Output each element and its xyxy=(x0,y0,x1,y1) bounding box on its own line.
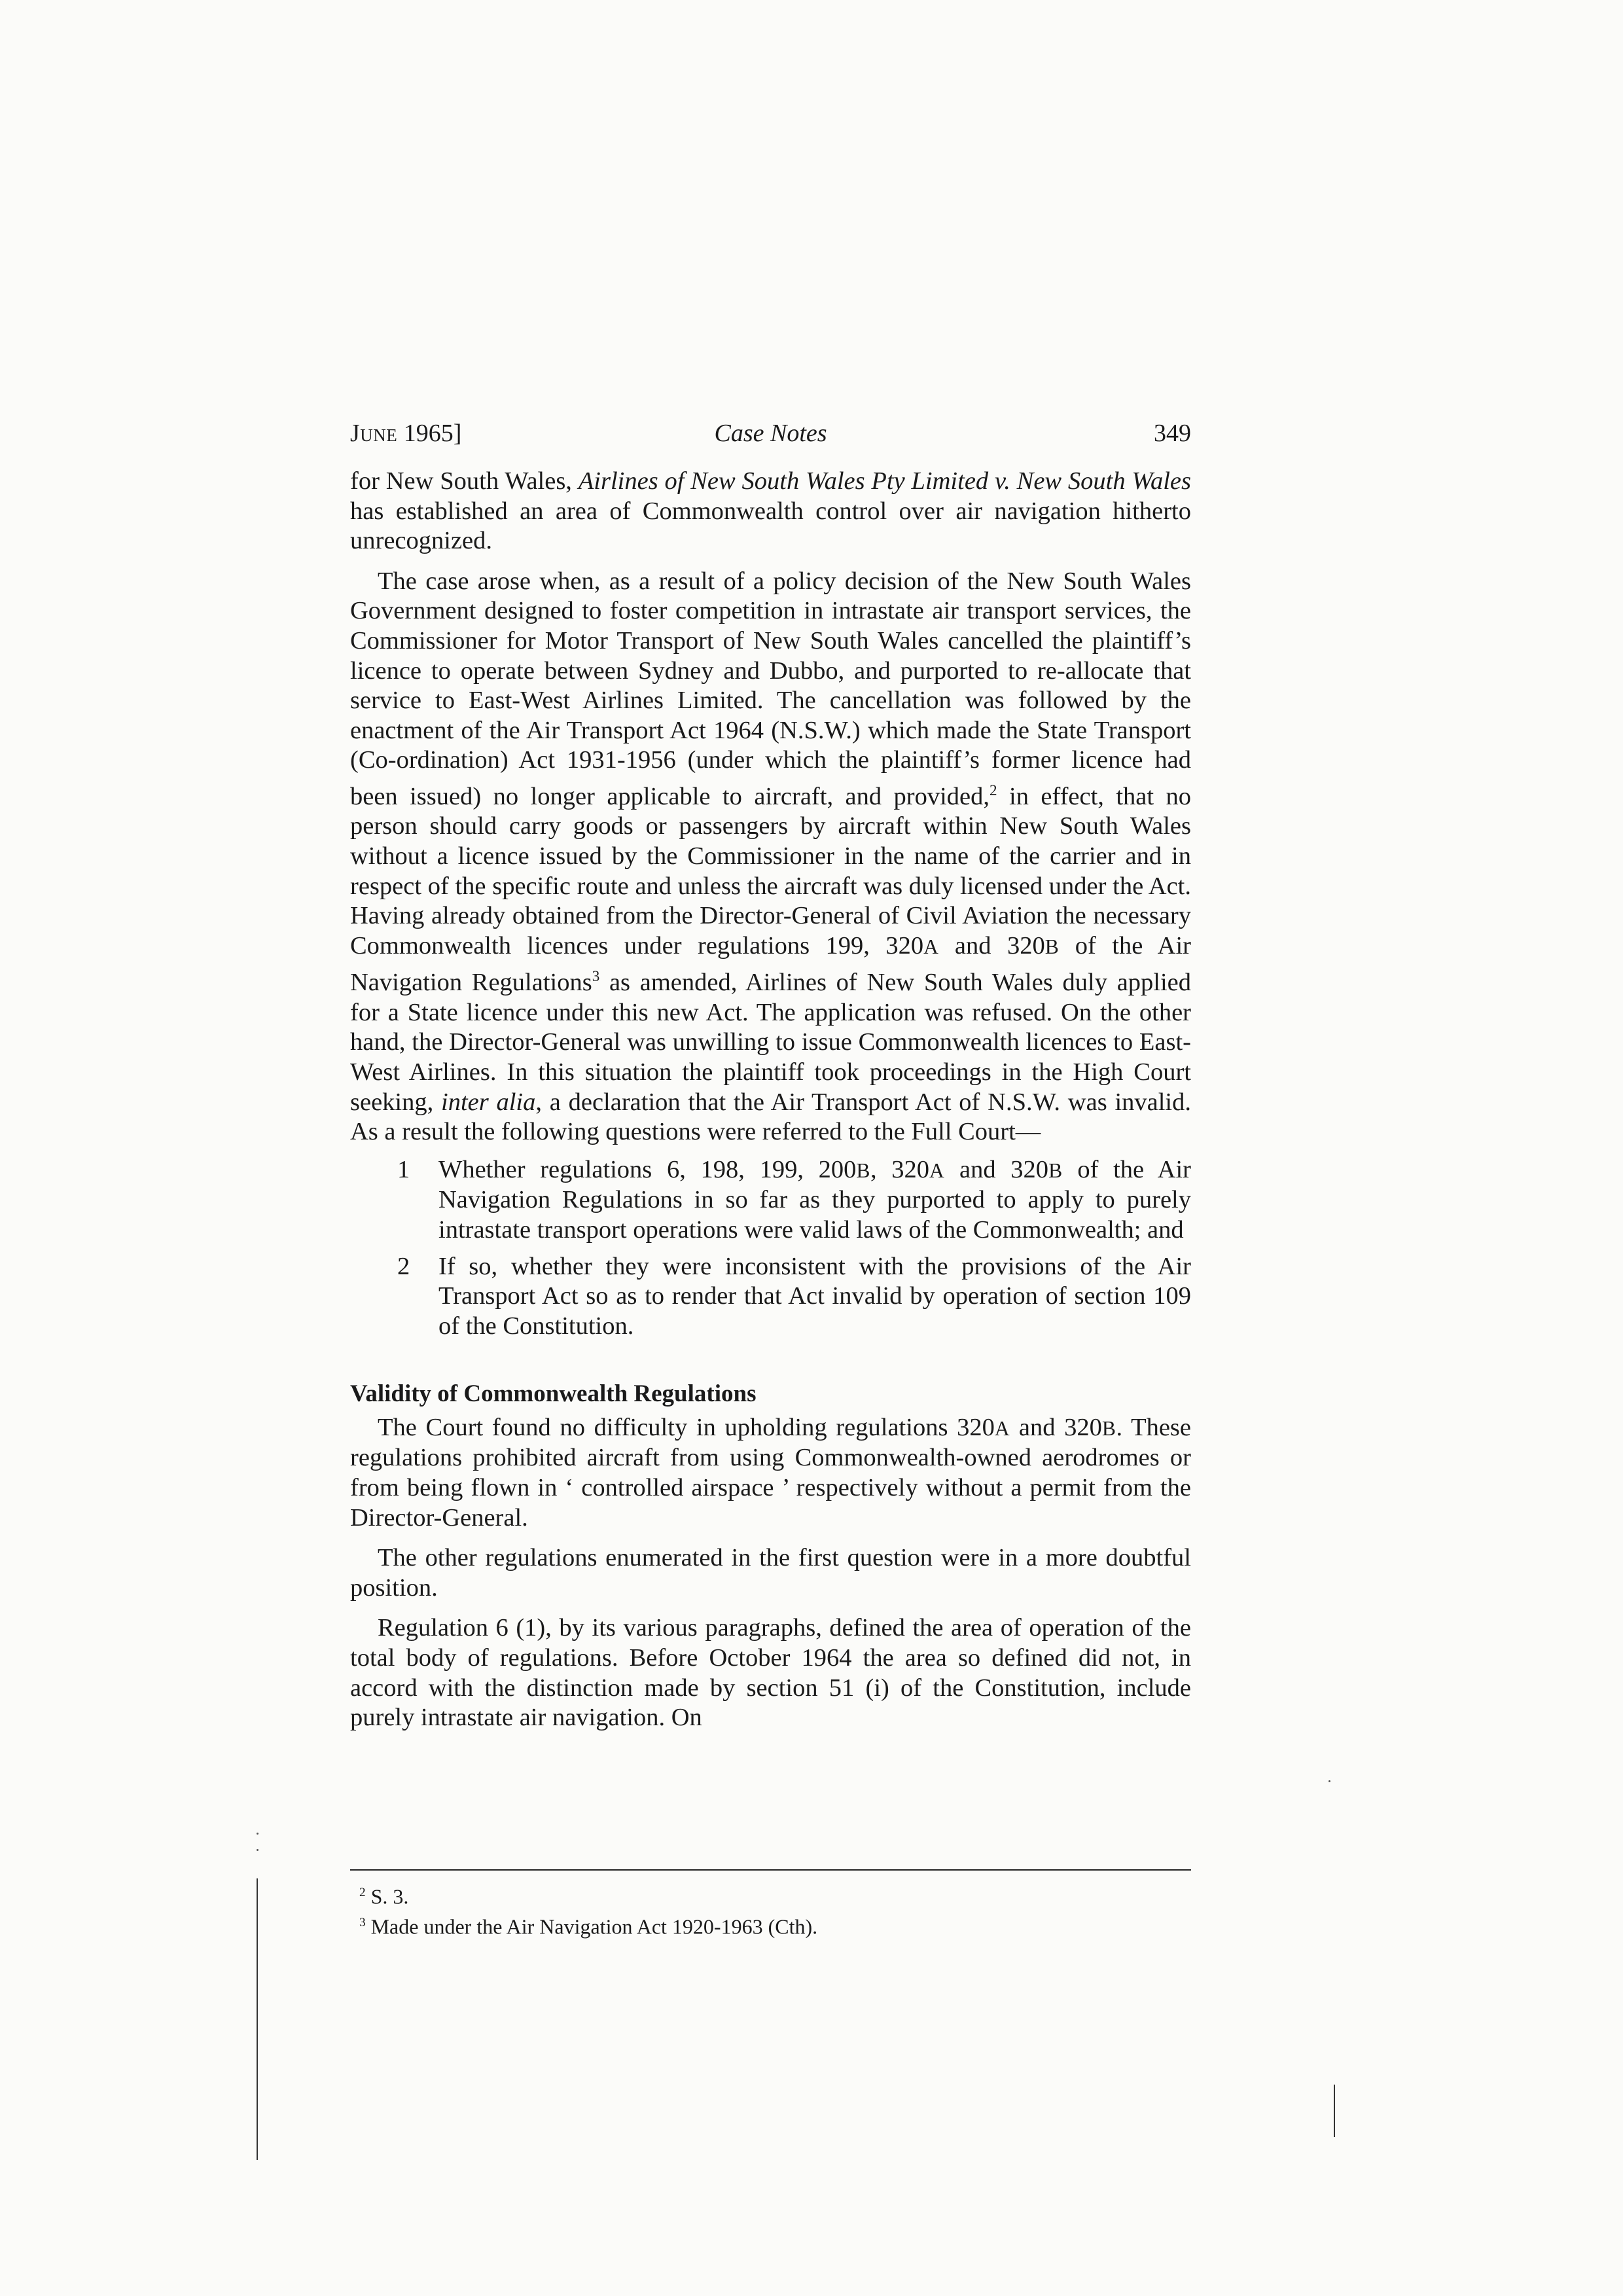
section-title: Case Notes xyxy=(714,420,827,447)
scan-margin-line xyxy=(1334,2085,1335,2137)
scan-margin-line xyxy=(257,1878,258,2160)
footnote: $^3$ Made under the Air Navigation Act 1920-1963 (Cth). xyxy=(359,1914,818,1939)
list-item: 2 If so, whether they were inconsistent with the provisions of the Air Transport Act so as to render that Act invalid by operation of section 109 of the Constitution. xyxy=(397,1252,1191,1340)
scan-speck xyxy=(257,1849,259,1851)
question-list xyxy=(350,1155,1191,1342)
issue-date: June 1965] xyxy=(350,420,462,447)
footnote-ref: 3 xyxy=(592,967,600,985)
body-text xyxy=(350,467,1191,1733)
page-number: 349 xyxy=(1154,420,1191,447)
scan-speck xyxy=(257,1833,259,1835)
list-item: 1 Whether regulations 6, 198, 199, 200B, 320A and 320B of the Air Navigation Regulations in so far as they purported to apply to purely intrastate transport operations were valid laws of the Commonwealth; and xyxy=(397,1155,1191,1244)
case-name: Airlines of New South Wales Pty Limited v. New South Wales xyxy=(578,467,1191,495)
footnote-ref: 2 xyxy=(990,781,997,798)
paragraph: for New South Wales, Airlines of New South Wales Pty Limited v. New South Wales has established an area of Commonwealth control over air navigation hitherto unrecognized. xyxy=(350,467,1191,555)
running-head xyxy=(350,419,1191,452)
paragraph: The other regulations enumerated in the first question were in a more doubtful position. xyxy=(350,1544,1191,1602)
footnote: $^2$ S. 3. xyxy=(359,1884,409,1909)
paragraph: The Court found no difficulty in upholding regulations 320A and 320B. These regulations prohibited aircraft from using Commonwealth-owned aerodromes or from being flown in ‘ controlled airspace ’ respectively without a permit from the Director-General. xyxy=(350,1413,1191,1532)
scan-speck xyxy=(1329,1780,1330,1782)
paragraph: Regulation 6 (1), by its various paragraphs, defined the area of operation of the total body of regulations. Before October 1964 the area so defined did not, in accord with the distinction made by section 51 (i) of the Constitution, include purely intrastate air navigation. On xyxy=(350,1614,1191,1732)
paragraph: The case arose when, as a result of a policy decision of the New South Wales Government designed to foster competition in intrastate air transport services, the Commissioner for Motor Transport of New South Wales cancelled the plaintiff’s licence to operate between Sydney and Dubbo, and purported to re-allocate that service to East-West Airlines Limited. The cancellation was followed by the enactment of the Air Transport Act 1964 (N.S.W.) which made the State Transport (Co-ordination) Act 1931-1956 (under which the plaintiff’s former licence had been issued) no longer applicable to aircraft, and provided,$^2$ in effect, that no person should carry goods or passengers by aircraft within New South Wales without a licence issued by the Commissioner in the name of the carrier and in respect of the specific route and unless the aircraft was duly licensed under the Act. Having already obtained from the Director-General of Civil Aviation the necessary Commonwealth licences under regulations 199, 320A and 320B of the Air Navigation Regulations$^3$ as amended, Airlines of New South Wales duly applied for a State licence under this new Act. The application was refused. On the other hand, the Director-General was unwilling to issue Commonwealth licences to East-West Airlines. In this situation the plaintiff took proceedings in the High Court seeking, inter alia, a declaration that the Air Transport Act of N.S.W. was invalid. As a result the following questions were referred to the Full Court— xyxy=(350,567,1192,1146)
document-page xyxy=(350,0,1191,2296)
section-heading: Validity of Commonwealth Regulations xyxy=(350,1380,757,1408)
footnotes xyxy=(350,1869,1191,1939)
